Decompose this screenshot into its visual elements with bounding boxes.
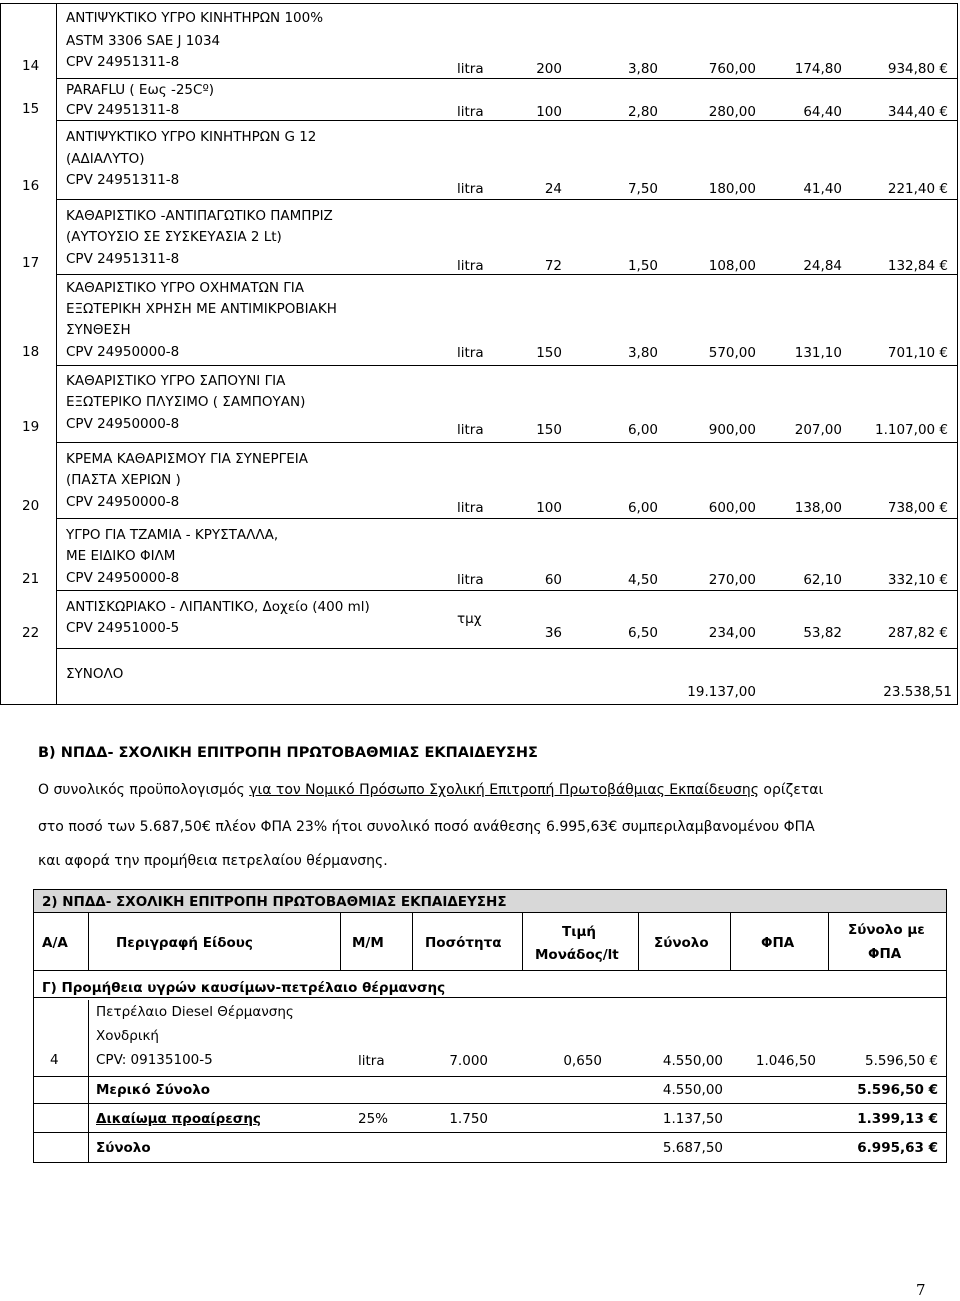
row-num: 14 [22, 58, 40, 74]
row-num: 19 [22, 419, 40, 435]
row-unit: litra [457, 61, 484, 77]
row-grand: 934,80 € [887, 61, 948, 77]
row-fpa: 62,10 [803, 572, 842, 588]
row-desc-line: ΕΞΩΤΕΡΙΚΟ ΠΛΥΣΙΜΟ ( ΣΑΜΠΟΥΑΝ) [66, 394, 306, 410]
row-desc-line: ΜΕ ΕΙΔΙΚΟ ΦΙΛΜ [66, 548, 176, 564]
item-fpa: 1.046,50 [755, 1053, 816, 1069]
row-grand: 344,40 € [887, 104, 948, 120]
row-price: 2,80 [627, 104, 658, 120]
row-grand: 738,00 € [887, 500, 948, 516]
row-price: 1,50 [627, 258, 658, 274]
row-desc-line: ΚΑΘΑΡΙΣΤΙΚΟ -ΑΝΤΙΠΑΓΩΤΙΚΟ ΠΑΜΠΡΙΖ [66, 208, 333, 224]
row-desc-line: ΥΓΡΟ ΓΙΑ ΤΖΑΜΙΑ - ΚΡΥΣΤΑΛΛΑ, [66, 527, 279, 543]
row-total: 180,00 [708, 181, 756, 197]
section-b-paragraph-2: στο ποσό των 5.687,50€ πλέον ΦΠΑ 23% ήτοι συνολικό ποσό ανάθεσης 6.995,63€ συμπεριλαμβανομένου ΦΠΑ [38, 819, 815, 835]
row-desc-line: CPV 24950000-8 [66, 570, 180, 586]
row-qty: 36 [544, 625, 562, 641]
row-total: 760,00 [708, 61, 756, 77]
row-qty: 150 [536, 422, 562, 438]
row-unit: litra [457, 500, 484, 516]
option-grand: 1.399,13 € [857, 1111, 938, 1127]
row-grand: 132,84 € [887, 258, 948, 274]
row-grand: 332,10 € [887, 572, 948, 588]
item-desc-line: Πετρέλαιο Diesel Θέρμανσης [96, 1004, 294, 1020]
row-unit: litra [457, 422, 484, 438]
row-unit: litra [457, 572, 484, 588]
th-desc: Περιγραφή Είδους [116, 935, 253, 951]
row-desc-line: ΚΑΘΑΡΙΣΤΙΚΟ ΥΓΡΟ ΟΧΗΜΑΤΩΝ ΓΙΑ [66, 280, 305, 296]
row-total: 108,00 [708, 258, 756, 274]
row-price: 7,50 [627, 181, 658, 197]
option-label: Δικαίωμα προαίρεσης [96, 1111, 261, 1127]
section-b-paragraph-3: και αφορά την προμήθεια πετρελαίου θέρμανσης. [38, 853, 388, 869]
row-desc-line: ΕΞΩΤΕΡΙΚΗ ΧΡΗΣΗ ΜΕ ΑΝΤΙΜΙΚΡΟΒΙΑΚΗ [66, 301, 337, 317]
row-desc-line: CPV 24950000-8 [66, 416, 180, 432]
row-desc-line: CPV 24950000-8 [66, 494, 180, 510]
partial-grand: 5.596,50 € [857, 1082, 938, 1098]
row-qty: 24 [544, 181, 562, 197]
row-total: 600,00 [708, 500, 756, 516]
row-fpa: 24,84 [803, 258, 842, 274]
row-desc-line: ASTM 3306 SAE J 1034 [66, 33, 221, 49]
row-fpa: 64,40 [803, 104, 842, 120]
row-price: 6,00 [627, 422, 658, 438]
th-grand-2: ΦΠΑ [868, 946, 902, 962]
item-num: 4 [50, 1052, 59, 1068]
row-fpa: 53,82 [803, 625, 842, 641]
row-desc-line: ΣΥΝΘΕΣΗ [66, 322, 131, 338]
row-unit: τμχ [457, 611, 482, 627]
row-grand: 221,40 € [887, 181, 948, 197]
row-num: 20 [22, 498, 40, 514]
item-grand: 5.596,50 € [865, 1053, 938, 1069]
row-total: 570,00 [708, 345, 756, 361]
item-qty: 7.000 [449, 1053, 488, 1069]
th-price-2: Μονάδος/lt [535, 947, 619, 963]
row-desc-line: CPV 24951000-5 [66, 620, 180, 636]
row-fpa: 207,00 [794, 422, 842, 438]
row-grand: 1.107,00 € [875, 422, 948, 438]
row-total: 270,00 [708, 572, 756, 588]
final-total: 5.687,50 [662, 1140, 723, 1156]
option-pct: 25% [358, 1111, 389, 1127]
row-desc-line: ΑΝΤΙΨΥΚΤΙΚΟ ΥΓΡΟ ΚΙΝΗΤΗΡΩΝ 100% [66, 10, 324, 26]
section-g-label: Γ) Προμήθεια υγρών καυσίμων-πετρέλαιο θέρμανσης [42, 980, 446, 996]
section-b-heading: Β) ΝΠΔΔ- ΣΧΟΛΙΚΗ ΕΠΙΤΡΟΠΗ ΠΡΩΤΟΒΑΘΜΙΑΣ ΕΚΠΑΙΔΕΥΣΗΣ [38, 745, 538, 761]
row-num: 22 [22, 625, 40, 641]
item-desc-line: Χονδρική [96, 1028, 159, 1044]
th-qty: Ποσότητα [425, 935, 502, 951]
row-grand: 701,10 € [887, 345, 948, 361]
row-num: 21 [22, 571, 40, 587]
row-desc-line: PARAFLU ( Εως -25Cº) [66, 82, 215, 98]
sum-total: 19.137,00 [687, 684, 756, 700]
row-unit: litra [457, 258, 484, 274]
item-price: 0,650 [563, 1053, 602, 1069]
th-mm: Μ/Μ [352, 935, 384, 951]
item-total: 4.550,00 [662, 1053, 723, 1069]
row-desc-line: CPV 24951311-8 [66, 102, 180, 118]
row-desc-line: ΑΝΤΙΨΥΚΤΙΚΟ ΥΓΡΟ ΚΙΝΗΤΗΡΩΝ G 12 [66, 129, 317, 145]
row-price: 3,80 [627, 345, 658, 361]
row-desc-line: CPV 24951311-8 [66, 54, 180, 70]
th-aa: Α/Α [42, 935, 68, 951]
row-qty: 72 [544, 258, 562, 274]
final-label: Σύνολο [96, 1140, 151, 1156]
row-price: 4,50 [627, 572, 658, 588]
row-num: 18 [22, 344, 40, 360]
row-unit: litra [457, 104, 484, 120]
option-qty: 1.750 [449, 1111, 488, 1127]
row-desc-line: (ΑΥΤΟΥΣΙΟ ΣΕ ΣΥΣΚΕΥΑΣΙΑ 2 Lt) [66, 229, 282, 245]
partial-label: Μερικό Σύνολο [96, 1082, 211, 1098]
row-fpa: 138,00 [794, 500, 842, 516]
table2-title: 2) ΝΠΔΔ- ΣΧΟΛΙΚΗ ΕΠΙΤΡΟΠΗ ΠΡΩΤΟΒΑΘΜΙΑΣ ΕΚΠΑΙΔΕΥΣΗΣ [42, 894, 507, 910]
row-desc-line: (ΑΔΙΑΛΥΤΟ) [66, 151, 145, 167]
row-desc-line: ΚΡΕΜΑ ΚΑΘΑΡΙΣΜΟΥ ΓΙΑ ΣΥΝΕΡΓΕΙΑ [66, 451, 308, 467]
row-price: 3,80 [627, 61, 658, 77]
row-qty: 60 [544, 572, 562, 588]
row-desc-line: CPV 24951311-8 [66, 172, 180, 188]
item-desc-line: CPV: 09135100-5 [96, 1052, 213, 1068]
partial-total: 4.550,00 [662, 1082, 723, 1098]
th-price-1: Τιμή [562, 924, 597, 940]
row-total: 234,00 [708, 625, 756, 641]
row-desc-line: CPV 24951311-8 [66, 251, 180, 267]
row-num: 15 [22, 101, 40, 117]
row-desc-line: ΑΝΤΙΣΚΩΡΙΑΚΟ - ΛΙΠΑΝΤΙΚΟ, Δοχείο (400 ml) [66, 599, 370, 615]
row-fpa: 131,10 [794, 345, 842, 361]
row-num: 16 [22, 178, 40, 194]
final-grand: 6.995,63 € [857, 1140, 938, 1156]
page-number: 7 [916, 1281, 926, 1299]
row-total: 900,00 [708, 422, 756, 438]
row-qty: 150 [536, 345, 562, 361]
sum-label: ΣΥΝΟΛΟ [66, 666, 124, 682]
row-fpa: 174,80 [794, 61, 842, 77]
row-qty: 100 [536, 104, 562, 120]
row-price: 6,50 [627, 625, 658, 641]
row-desc-line: ΚΑΘΑΡΙΣΤΙΚΟ ΥΓΡΟ ΣΑΠΟΥΝΙ ΓΙΑ [66, 373, 286, 389]
th-grand-1: Σύνολο με [848, 922, 925, 938]
option-total: 1.137,50 [662, 1111, 723, 1127]
row-total: 280,00 [708, 104, 756, 120]
p1-pre: Ο συνολικός προϋπολογισμός [38, 782, 250, 798]
row-unit: litra [457, 345, 484, 361]
sum-grand: 23.538,51 [883, 684, 952, 700]
th-total: Σύνολο [654, 935, 709, 951]
row-qty: 100 [536, 500, 562, 516]
row-price: 6,00 [627, 500, 658, 516]
row-fpa: 41,40 [803, 181, 842, 197]
row-num: 17 [22, 255, 40, 271]
row-desc-line: (ΠΑΣΤΑ ΧΕΡΙΩΝ ) [66, 472, 181, 488]
row-unit: litra [457, 181, 484, 197]
th-fpa: ΦΠΑ [761, 935, 795, 951]
item-unit: litra [358, 1053, 385, 1069]
p1-entity: για τον Νομικό Πρόσωπο Σχολική Επιτροπή Πρωτοβάθμιας Εκπαίδευσης [249, 782, 759, 798]
p1-post: ορίζεται [758, 782, 824, 798]
row-qty: 200 [536, 61, 562, 77]
section-b-paragraph-1 [38, 781, 823, 799]
row-desc-line: CPV 24950000-8 [66, 344, 180, 360]
row-grand: 287,82 € [887, 625, 948, 641]
